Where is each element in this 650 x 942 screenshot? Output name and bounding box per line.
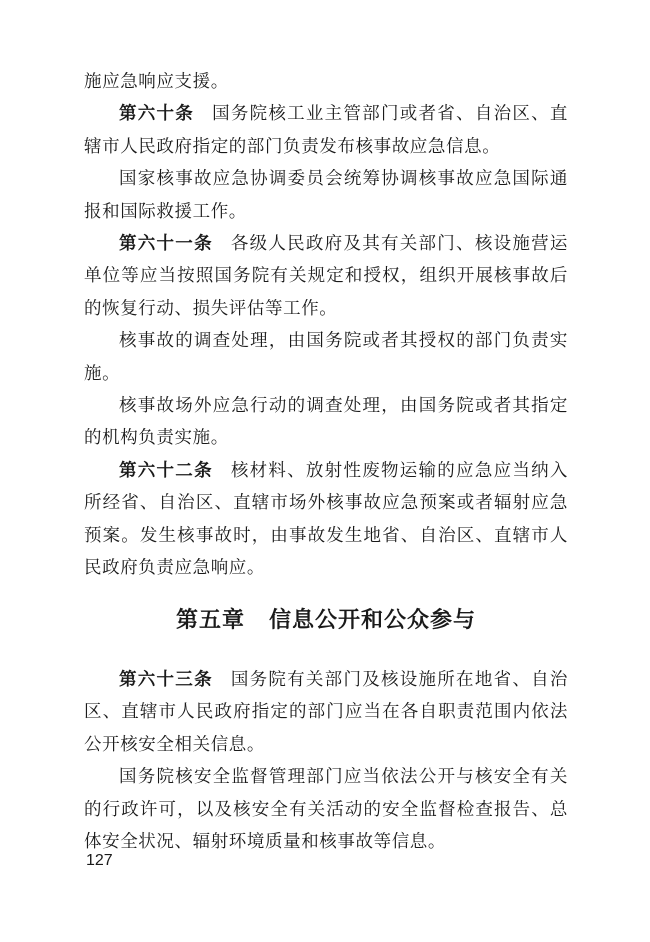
paragraph-text: 国务院核工业主管部门或者省、自治区、直辖市人民政府指定的部门负责发布核事故应急信息。 (84, 104, 568, 157)
paragraph (84, 163, 568, 228)
paragraph-text: 国家核事故应急协调委员会统筹协调核事故应急国际通报和国际救援工作。 (84, 169, 568, 222)
chapter-title: 信息公开和公众参与 (269, 608, 477, 633)
paragraph (84, 325, 568, 390)
article-60 (84, 98, 568, 163)
paragraph (84, 390, 568, 455)
article-61 (84, 228, 568, 325)
paragraph-text: 核事故的调查处理，由国务院或者其授权的部门负责实施。 (84, 331, 568, 384)
article-63 (84, 664, 568, 761)
article-label: 第六十一条 (119, 234, 213, 255)
paragraph-continuation (84, 66, 568, 98)
article-label: 第六十三条 (119, 670, 213, 690)
article-label: 第六十二条 (119, 460, 213, 481)
chapter-number: 第五章 (175, 608, 245, 633)
article-62 (84, 455, 568, 585)
text-block-top (84, 66, 568, 585)
chapter-heading (84, 603, 568, 634)
paragraph-text: 核事故场外应急行动的调查处理，由国务院或者其指定的机构负责实施。 (84, 396, 568, 449)
article-label: 第六十条 (119, 104, 195, 125)
paragraph-text: 各级人民政府及其有关部门、核设施营运单位等应当按照国务院有关规定和授权，组织开展核事故后的恢复行动、损失评估等工作。 (84, 234, 568, 319)
text-block-bottom (84, 664, 568, 858)
paragraph-text: 国务院有关部门及核设施所在地省、自治区、直辖市人民政府指定的部门应当在各自职责范围内依法公开核安全相关信息。 (84, 670, 568, 755)
paragraph-text: 核材料、放射性废物运输的应急应当纳入所经省、自治区、直辖市场外核事故应急预案或者辐射应急预案。发生核事故时，由事故发生地省、自治区、直辖市人民政府负责应急响应。 (84, 460, 568, 579)
paragraph-text: 施应急响应支援。 (84, 72, 229, 92)
page-number: 127 (86, 852, 113, 869)
paragraph (84, 761, 568, 858)
paragraph-text: 国务院核安全监督管理部门应当依法公开与核安全有关的行政许可，以及核安全有关活动的安全监督检查报告、总体安全状况、辐射环境质量和核事故等信息。 (84, 767, 568, 853)
